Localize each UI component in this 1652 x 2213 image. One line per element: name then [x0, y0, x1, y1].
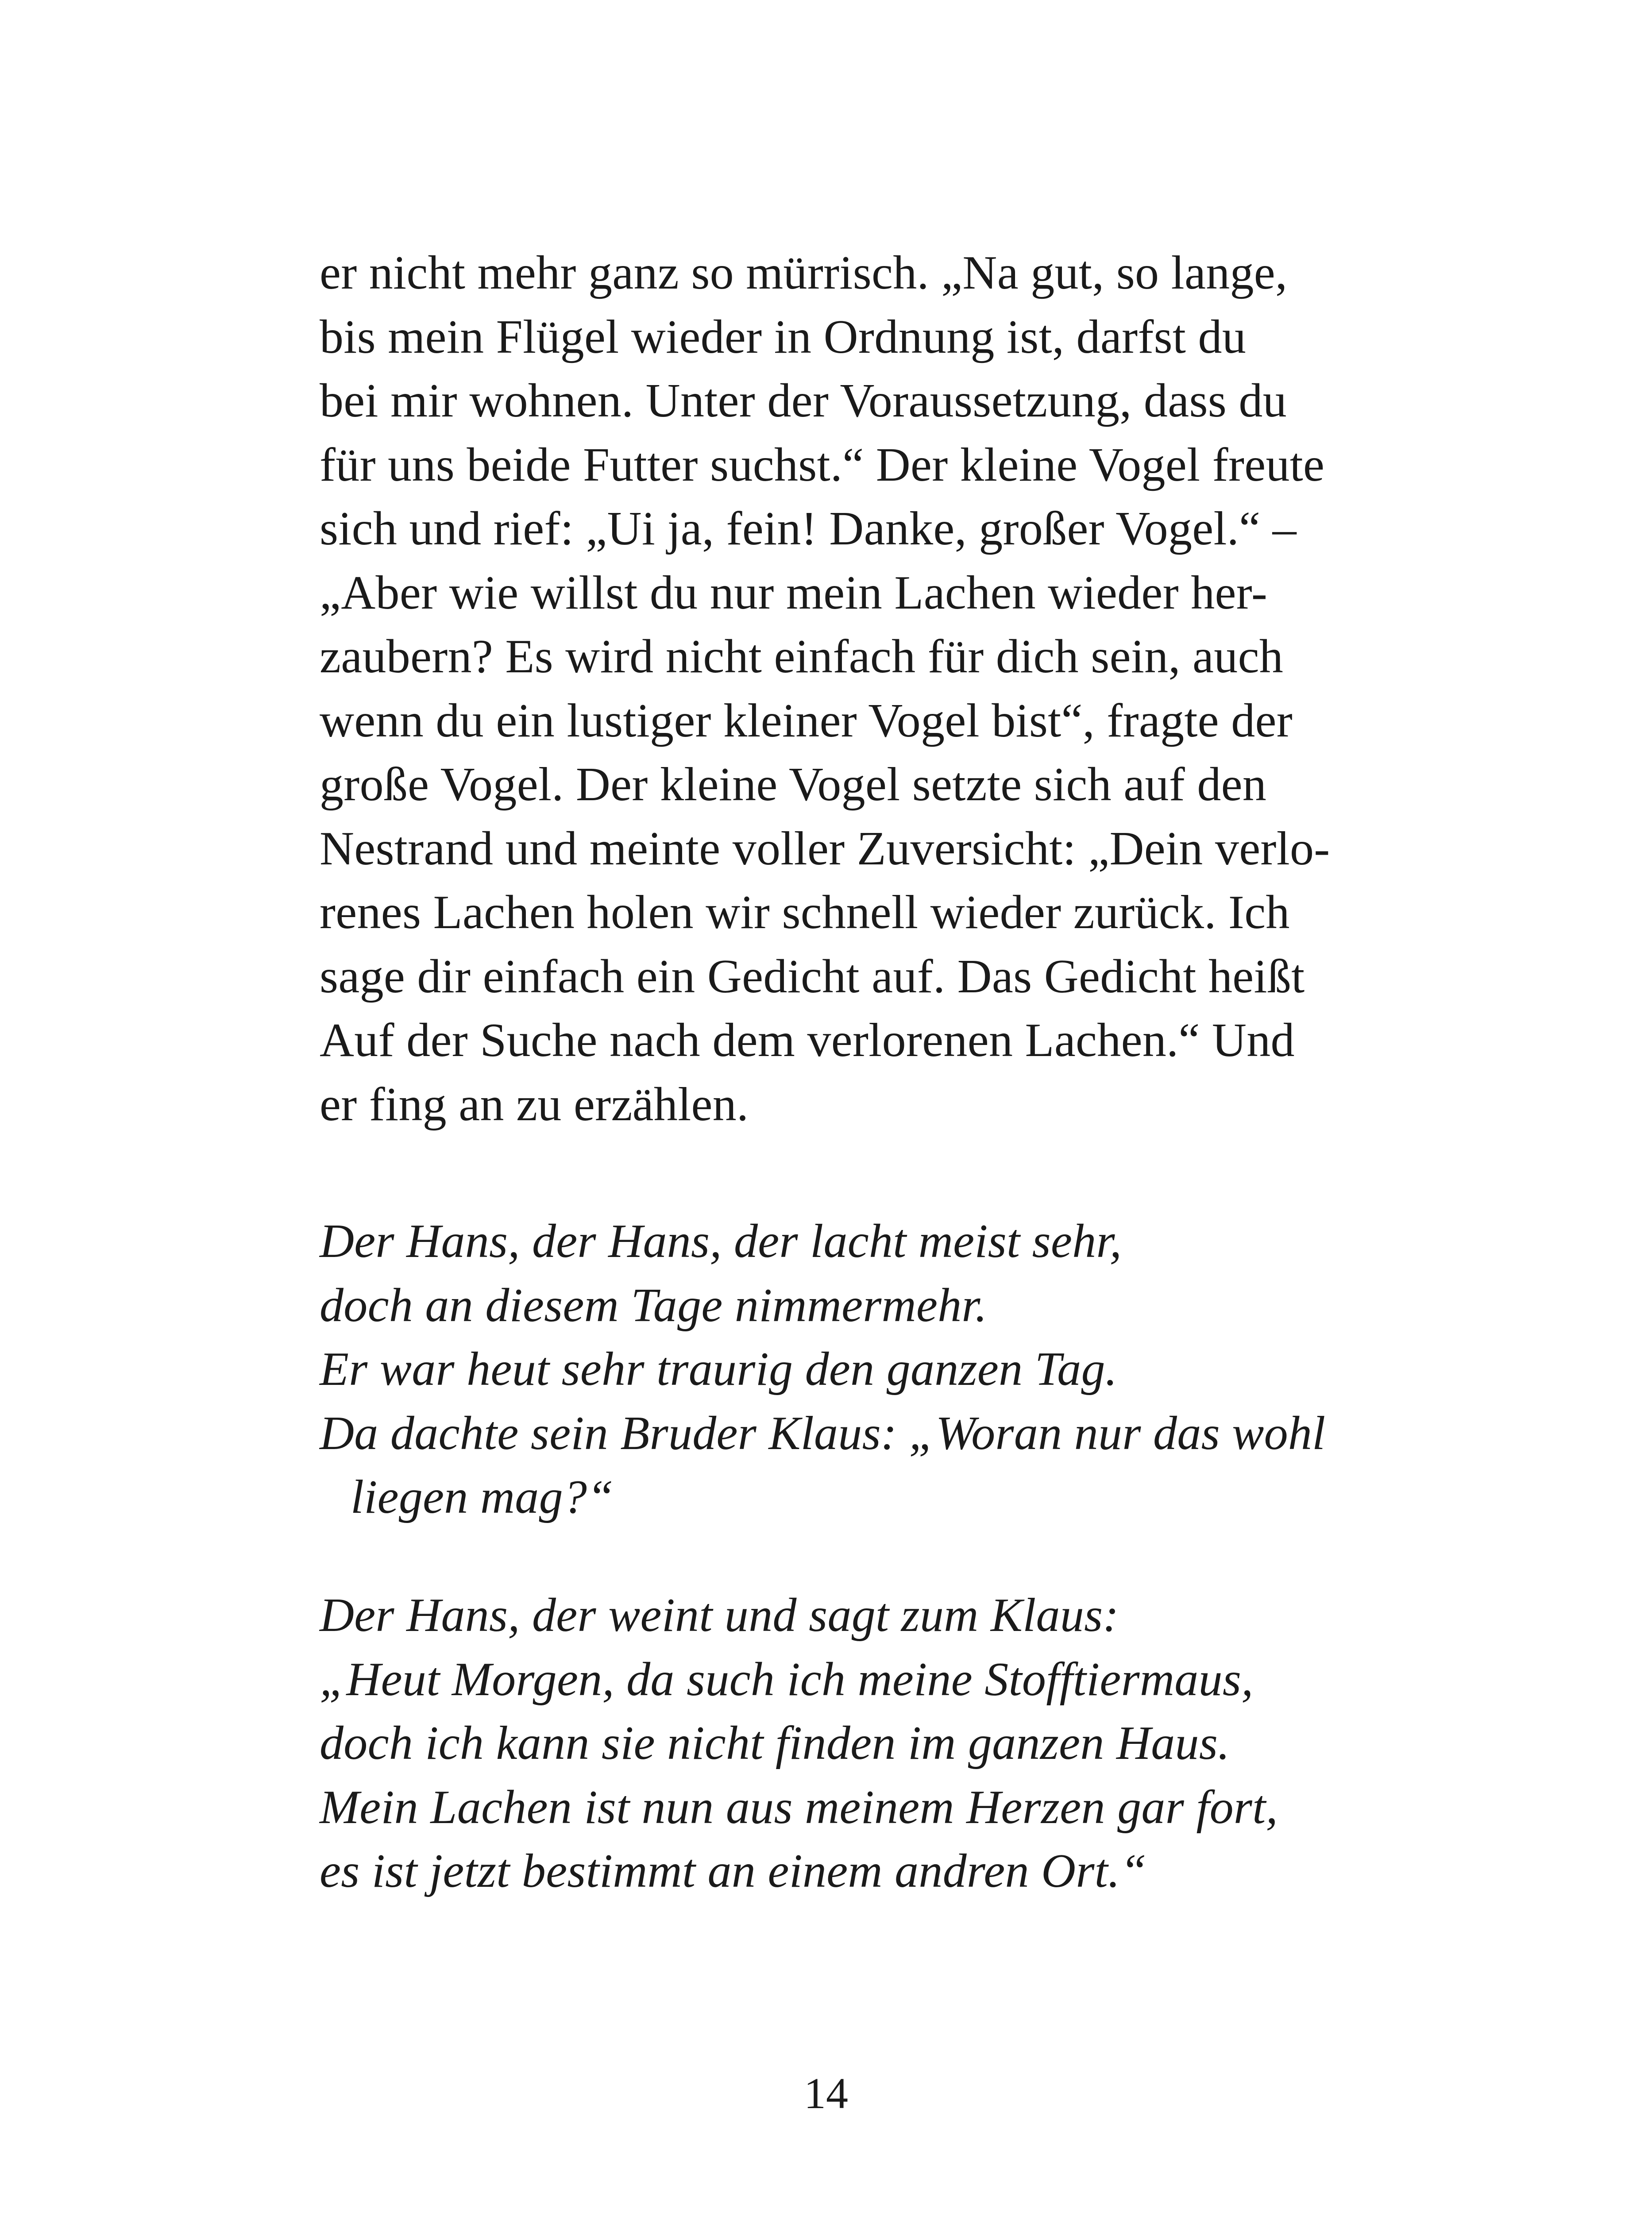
poem-line: doch an diesem Tage nimmermehr.	[320, 1279, 988, 1332]
prose-line: wenn du ein lustiger kleiner Vogel bist“, fragte der	[320, 694, 1293, 747]
prose-line: Auf der Suche nach dem verlorenen Lachen.“ Und	[320, 1014, 1295, 1067]
poem-line: Da dachte sein Bruder Klaus: „Woran nur das wohl	[320, 1407, 1326, 1460]
prose-line: er fing an zu erzählen.	[320, 1078, 749, 1131]
poem-stanza-1	[320, 1210, 1426, 1530]
prose-line: große Vogel. Der kleine Vogel setzte sich auf den	[320, 758, 1267, 811]
poem-line-continuation: liegen mag?“	[351, 1471, 614, 1523]
prose-paragraph	[320, 241, 1426, 1137]
prose-line: sage dir einfach ein Gedicht auf. Das Gedicht heißt	[320, 950, 1305, 1003]
poem-line: Der Hans, der Hans, der lacht meist sehr,	[320, 1215, 1122, 1268]
poem-line: Mein Lachen ist nun aus meinem Herzen gar fort,	[320, 1781, 1278, 1834]
prose-line: Nestrand und meinte voller Zuversicht: „Dein verlo-	[320, 822, 1330, 875]
prose-line: renes Lachen holen wir schnell wieder zurück. Ich	[320, 886, 1290, 939]
prose-line: bis mein Flügel wieder in Ordnung ist, darfst du	[320, 310, 1247, 363]
prose-line: bei mir wohnen. Unter der Voraussetzung, dass du	[320, 374, 1287, 427]
poem-line: doch ich kann sie nicht finden im ganzen Haus.	[320, 1717, 1230, 1770]
poem-stanza-2	[320, 1584, 1426, 1904]
prose-line: zaubern? Es wird nicht einfach für dich sein, auch	[320, 630, 1284, 683]
poem-line: Er war heut sehr traurig den ganzen Tag.	[320, 1343, 1118, 1396]
poem-line: „Heut Morgen, da such ich meine Stofftiermaus,	[320, 1653, 1254, 1706]
prose-line: sich und rief: „Ui ja, fein! Danke, großer Vogel.“ –	[320, 502, 1297, 555]
prose-line: „Aber wie willst du nur mein Lachen wieder her-	[320, 566, 1268, 619]
prose-line: er nicht mehr ganz so mürrisch. „Na gut, so lange,	[320, 247, 1288, 299]
poem-line: Der Hans, der weint und sagt zum Klaus:	[320, 1589, 1119, 1642]
poem-line: es ist jetzt bestimmt an einem andren Ort.“	[320, 1845, 1147, 1897]
prose-line: für uns beide Futter suchst.“ Der kleine Vogel freute	[320, 438, 1325, 491]
page-number: 14	[804, 2069, 848, 2118]
